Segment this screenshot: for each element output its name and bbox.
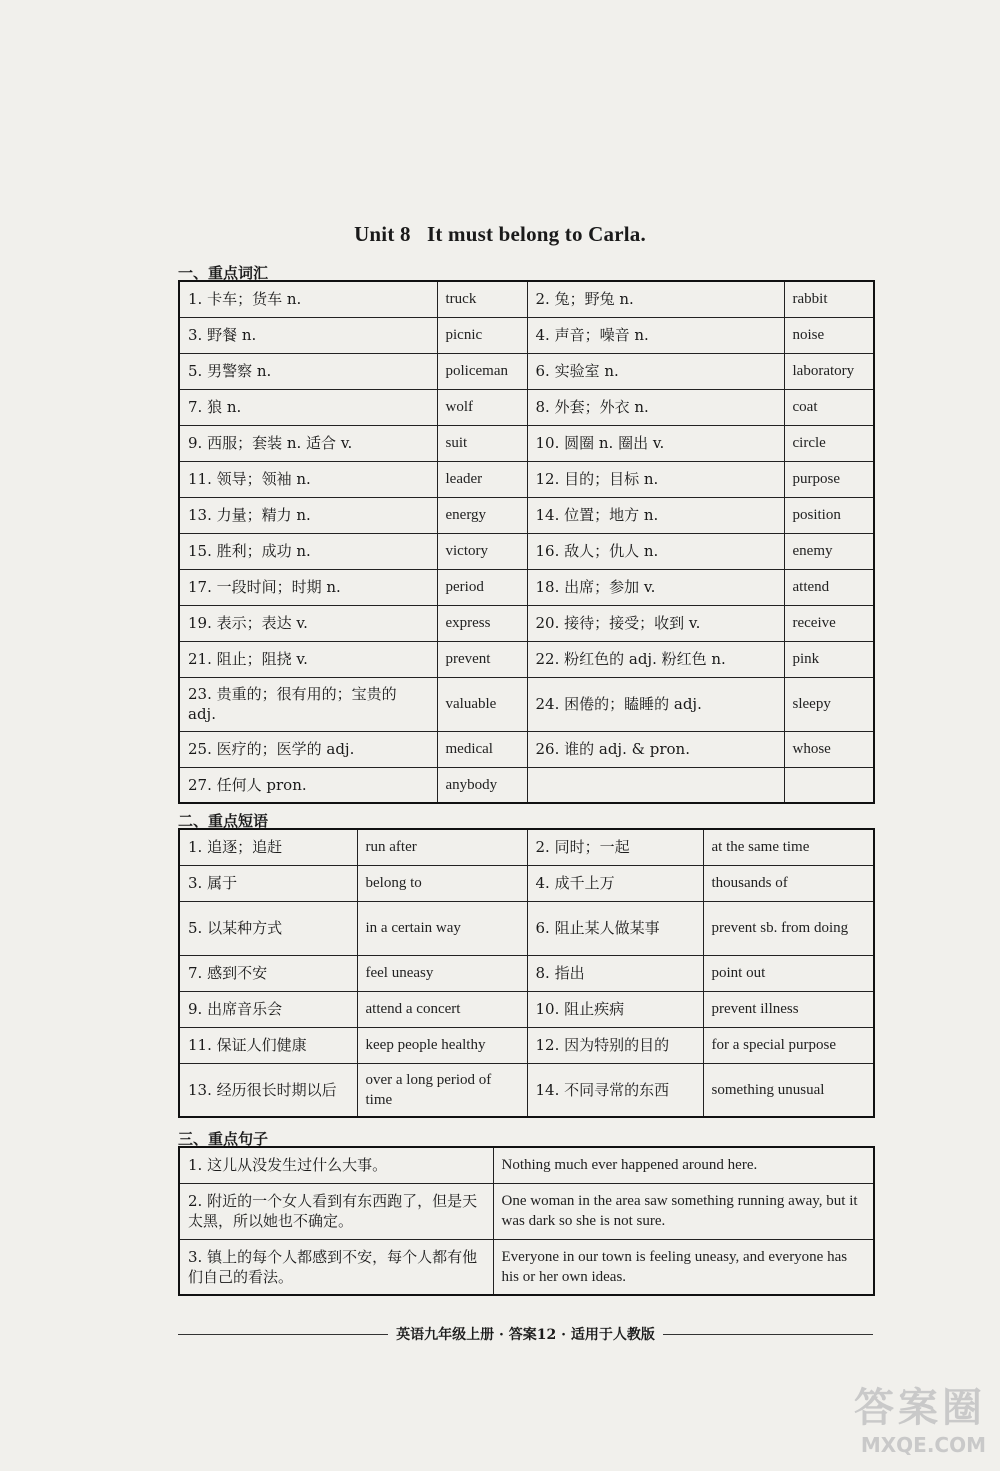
- table-cell: 12. 目的；目标 n.: [527, 461, 784, 497]
- table-cell: 10. 圆圈 n. 圈出 v.: [527, 425, 784, 461]
- table-cell: Everyone in our town is feeling uneasy, and everyone has his or her own ideas.: [493, 1239, 874, 1295]
- table-row: [179, 461, 874, 497]
- table-cell: anybody: [437, 767, 527, 803]
- table-cell: 1. 追逐；追赶: [179, 829, 357, 865]
- table-cell: truck: [437, 281, 527, 317]
- table-cell: belong to: [357, 865, 527, 901]
- table-cell: prevent sb. from doing: [703, 901, 874, 955]
- table-row: [179, 281, 874, 317]
- table-cell: 23. 贵重的；很有用的；宝贵的 adj.: [179, 677, 437, 731]
- table-cell: 9. 西服；套装 n. 适合 v.: [179, 425, 437, 461]
- table-row: [179, 497, 874, 533]
- table-row: [179, 955, 874, 991]
- table-row: [179, 731, 874, 767]
- table-row: [179, 1063, 874, 1117]
- table-cell: 11. 保证人们健康: [179, 1027, 357, 1063]
- table-cell: policeman: [437, 353, 527, 389]
- unit-title: Unit 8 It must belong to Carla.: [354, 222, 646, 246]
- table-cell: noise: [784, 317, 874, 353]
- table-cell: attend: [784, 569, 874, 605]
- vocab-table: [178, 280, 875, 804]
- table-row: [179, 1239, 874, 1295]
- table-cell: One woman in the area saw something running away, but it was dark so she is not sure.: [493, 1183, 874, 1239]
- sentences-heading: 三、重点句子: [178, 1130, 269, 1148]
- table-row: [179, 991, 874, 1027]
- table-cell: 4. 成千上万: [527, 865, 703, 901]
- table-cell: 6. 实验室 n.: [527, 353, 784, 389]
- table-cell: 3. 属于: [179, 865, 357, 901]
- table-cell: 25. 医疗的；医学的 adj.: [179, 731, 437, 767]
- table-cell: 13. 经历很长时期以后: [179, 1063, 357, 1117]
- table-row: [179, 1027, 874, 1063]
- table-cell: leader: [437, 461, 527, 497]
- table-cell: [784, 767, 874, 803]
- table-cell: at the same time: [703, 829, 874, 865]
- vocab-heading: 一、重点词汇: [178, 264, 269, 282]
- table-cell: whose: [784, 731, 874, 767]
- table-cell: 6. 阻止某人做某事: [527, 901, 703, 955]
- table-row: [179, 901, 874, 955]
- footer-rule-left: [178, 1334, 388, 1335]
- table-row: [179, 677, 874, 731]
- footer-text: 英语九年级上册 · 答案12 · 适用于人教版: [396, 1327, 655, 1343]
- table-cell: 14. 不同寻常的东西: [527, 1063, 703, 1117]
- table-cell: receive: [784, 605, 874, 641]
- table-cell: circle: [784, 425, 874, 461]
- table-cell: attend a concert: [357, 991, 527, 1027]
- table-cell: 4. 声音；噪音 n.: [527, 317, 784, 353]
- table-cell: picnic: [437, 317, 527, 353]
- table-cell: 18. 出席；参加 v.: [527, 569, 784, 605]
- table-row: [179, 605, 874, 641]
- table-cell: 13. 力量；精力 n.: [179, 497, 437, 533]
- table-cell: 1. 这儿从没发生过什么大事。: [179, 1147, 493, 1183]
- table-cell: 27. 任何人 pron.: [179, 767, 437, 803]
- table-cell: 5. 男警察 n.: [179, 353, 437, 389]
- table-cell: 10. 阻止疾病: [527, 991, 703, 1027]
- table-cell: wolf: [437, 389, 527, 425]
- table-cell: something unusual: [703, 1063, 874, 1117]
- table-cell: [527, 767, 784, 803]
- table-row: [179, 865, 874, 901]
- table-cell: feel uneasy: [357, 955, 527, 991]
- table-cell: suit: [437, 425, 527, 461]
- table-cell: 3. 镇上的每个人都感到不安，每个人都有他们自己的看法。: [179, 1239, 493, 1295]
- table-cell: 8. 指出: [527, 955, 703, 991]
- table-cell: 20. 接待；接受；收到 v.: [527, 605, 784, 641]
- phrases-table: [178, 828, 875, 1118]
- table-row: [179, 641, 874, 677]
- table-row: [179, 425, 874, 461]
- table-row: [179, 1183, 874, 1239]
- table-cell: 26. 谁的 adj. & pron.: [527, 731, 784, 767]
- table-cell: 21. 阻止；阻挠 v.: [179, 641, 437, 677]
- table-cell: 16. 敌人；仇人 n.: [527, 533, 784, 569]
- table-cell: prevent illness: [703, 991, 874, 1027]
- watermark-url: MXQE.COM: [860, 1433, 986, 1457]
- table-cell: energy: [437, 497, 527, 533]
- table-cell: 7. 狼 n.: [179, 389, 437, 425]
- table-cell: 9. 出席音乐会: [179, 991, 357, 1027]
- table-row: [179, 317, 874, 353]
- site-watermark: [836, 1376, 986, 1457]
- table-row: [179, 353, 874, 389]
- table-row: [179, 569, 874, 605]
- table-cell: 14. 位置；地方 n.: [527, 497, 784, 533]
- table-cell: 2. 兔；野兔 n.: [527, 281, 784, 317]
- table-cell: enemy: [784, 533, 874, 569]
- table-cell: 8. 外套；外衣 n.: [527, 389, 784, 425]
- table-cell: medical: [437, 731, 527, 767]
- table-cell: coat: [784, 389, 874, 425]
- table-cell: 5. 以某种方式: [179, 901, 357, 955]
- table-cell: 22. 粉红色的 adj. 粉红色 n.: [527, 641, 784, 677]
- phrases-heading: 二、重点短语: [178, 812, 269, 830]
- table-cell: Nothing much ever happened around here.: [493, 1147, 874, 1183]
- table-cell: 15. 胜利；成功 n.: [179, 533, 437, 569]
- table-row: [179, 1147, 874, 1183]
- table-cell: 12. 因为特别的目的: [527, 1027, 703, 1063]
- table-cell: period: [437, 569, 527, 605]
- table-cell: laboratory: [784, 353, 874, 389]
- table-cell: 2. 同时；一起: [527, 829, 703, 865]
- table-cell: thousands of: [703, 865, 874, 901]
- table-cell: rabbit: [784, 281, 874, 317]
- sentences-table: [178, 1146, 875, 1296]
- table-cell: 2. 附近的一个女人看到有东西跑了，但是天太黑，所以她也不确定。: [179, 1183, 493, 1239]
- table-row: [179, 829, 874, 865]
- table-cell: 11. 领导；领袖 n.: [179, 461, 437, 497]
- table-cell: valuable: [437, 677, 527, 731]
- table-row: [179, 767, 874, 803]
- table-cell: purpose: [784, 461, 874, 497]
- table-cell: run after: [357, 829, 527, 865]
- table-cell: prevent: [437, 641, 527, 677]
- table-cell: 7. 感到不安: [179, 955, 357, 991]
- table-row: [179, 389, 874, 425]
- table-cell: 1. 卡车；货车 n.: [179, 281, 437, 317]
- page-footer: [178, 1322, 873, 1346]
- watermark-logo: 答案圈: [854, 1385, 986, 1431]
- table-cell: 3. 野餐 n.: [179, 317, 437, 353]
- table-cell: 19. 表示；表达 v.: [179, 605, 437, 641]
- table-cell: victory: [437, 533, 527, 569]
- table-row: [179, 533, 874, 569]
- table-cell: position: [784, 497, 874, 533]
- footer-rule-right: [663, 1334, 873, 1335]
- table-cell: point out: [703, 955, 874, 991]
- table-cell: for a special purpose: [703, 1027, 874, 1063]
- table-cell: pink: [784, 641, 874, 677]
- table-cell: express: [437, 605, 527, 641]
- table-cell: in a certain way: [357, 901, 527, 955]
- table-cell: 24. 困倦的；瞌睡的 adj.: [527, 677, 784, 731]
- table-cell: keep people healthy: [357, 1027, 527, 1063]
- table-cell: over a long period of time: [357, 1063, 527, 1117]
- table-cell: sleepy: [784, 677, 874, 731]
- table-cell: 17. 一段时间；时期 n.: [179, 569, 437, 605]
